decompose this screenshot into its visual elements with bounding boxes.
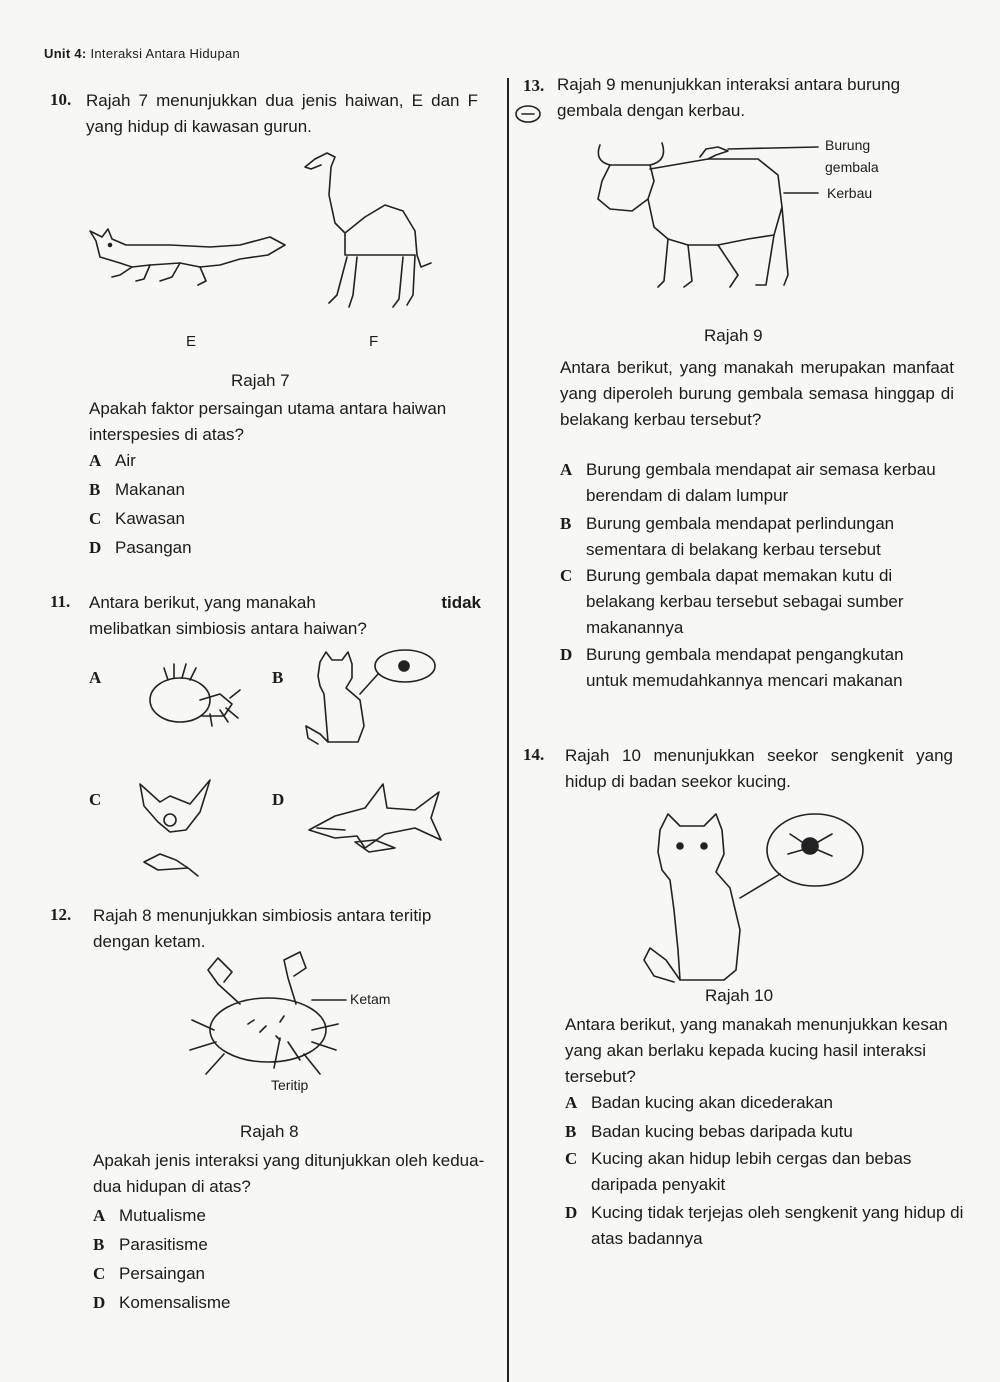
rajah8-caption: Rajah 8 [240, 1122, 299, 1141]
q12-number: 12. [50, 905, 72, 924]
buffalo-bird-illustration [588, 135, 813, 300]
q13-option-a[interactable]: A Burung gembala mendapat air semasa kerbau berendam di dalam lumpur [560, 460, 936, 505]
owl-mouse-illustration [130, 772, 220, 887]
q11-option-c[interactable]: C [89, 790, 102, 809]
q12-option-d[interactable]: D Komensalisme [93, 1293, 231, 1312]
label-burung-gembala: Burung gembala [825, 137, 879, 175]
q14-number: 14. [523, 745, 545, 764]
cat-tick-illustration [640, 810, 870, 985]
column-divider [507, 78, 509, 1382]
q14-option-a[interactable]: A Badan kucing akan dicederakan [565, 1093, 833, 1112]
rajah9-caption: Rajah 9 [704, 326, 763, 345]
q11-stem [89, 590, 481, 642]
q13-stem: Rajah 9 menunjukkan interaksi antara burung gembala dengan kerbau. [557, 75, 901, 120]
q13-option-c[interactable]: C Burung gembala dapat memakan kutu di belakang kerbau tersebut sebagai sumber makanannya [560, 566, 904, 637]
shark-remora-illustration [305, 768, 445, 868]
camel-illustration [295, 145, 445, 315]
q10-question: Apakah faktor persaingan utama antara haiwan interspesies di atas? [89, 399, 447, 444]
q12-option-a[interactable]: A Mutualisme [93, 1206, 206, 1225]
q10-option-d[interactable]: D Pasangan [89, 538, 192, 557]
q12-option-b[interactable]: B Parasitisme [93, 1235, 208, 1254]
q13-option-d[interactable]: D Burung gembala mendapat pengangkutan untuk memudahkannya mencari makanan [560, 645, 904, 690]
q13-option-b[interactable]: B Burung gembala mendapat perlindungan sementara di belakang kerbau tersebut [560, 514, 895, 559]
q11-number: 11. [50, 592, 71, 611]
hermit-crab-anemone-illustration [140, 650, 260, 730]
thinking-skill-icon [514, 102, 544, 124]
q14-question: Antara berikut, yang manakah menunjukkan kesan yang akan berlaku kepada kucing hasil interaksi tersebut? [565, 1015, 948, 1086]
rajah10-caption: Rajah 10 [705, 986, 774, 1005]
rajah7-caption: Rajah 7 [231, 371, 290, 390]
unit-number: Unit 4: [44, 46, 87, 61]
fox-illustration [80, 215, 290, 295]
label-kerbau: Kerbau [827, 185, 873, 201]
unit-header [44, 46, 240, 61]
q11-stem-pre: Antara berikut, yang manakah [89, 593, 316, 612]
cat-tick-small-illustration [300, 648, 450, 748]
q10-number: 10. [50, 90, 72, 109]
q13-number: 13. [523, 76, 545, 95]
q12-stem: Rajah 8 menunjukkan simbiosis antara teritip dengan ketam. [93, 906, 432, 951]
q11-option-a[interactable]: A [89, 668, 102, 687]
label-e: E [186, 333, 197, 350]
q11-option-d[interactable]: D [272, 790, 285, 809]
q12-question: Apakah jenis interaksi yang ditunjukkan oleh kedua-dua hidupan di atas? [93, 1151, 485, 1196]
q14-option-d[interactable]: D Kucing tidak terjejas oleh sengkenit yang hidup di atas badannya [565, 1203, 964, 1248]
q14-option-c[interactable]: C Kucing akan hidup lebih cergas dan bebas daripada penyakit [565, 1149, 912, 1194]
q10-option-c[interactable]: C Kawasan [89, 509, 185, 528]
q10-option-b[interactable]: B Makanan [89, 480, 185, 499]
q11-option-b[interactable]: B [272, 668, 284, 687]
crab-barnacle-illustration [188, 950, 448, 1100]
q13-question: Antara berikut, yang manakah merupakan manfaat yang diperoleh burung gembala semasa hinggap di belakang kerbau tersebut? [560, 358, 954, 429]
label-f: F [369, 333, 379, 350]
q14-stem: Rajah 10 menunjukkan seekor sengkenit yang hidup di badan seekor kucing. [565, 746, 953, 791]
q10-stem: Rajah 7 menunjukkan dua jenis haiwan, E dan F yang hidup di kawasan gurun. [86, 91, 478, 136]
q10-option-a[interactable]: A Air [89, 451, 136, 470]
unit-title: Interaksi Antara Hidupan [90, 46, 241, 61]
q12-option-c[interactable]: C Persaingan [93, 1264, 206, 1283]
q14-option-b[interactable]: B Badan kucing bebas daripada kutu [565, 1122, 853, 1141]
q11-stem-bold: tidak [441, 593, 481, 612]
label-ketam: Ketam [350, 991, 391, 1007]
q11-stem-post: melibatkan simbiosis antara haiwan? [89, 619, 367, 638]
label-teritip: Teritip [271, 1077, 309, 1093]
